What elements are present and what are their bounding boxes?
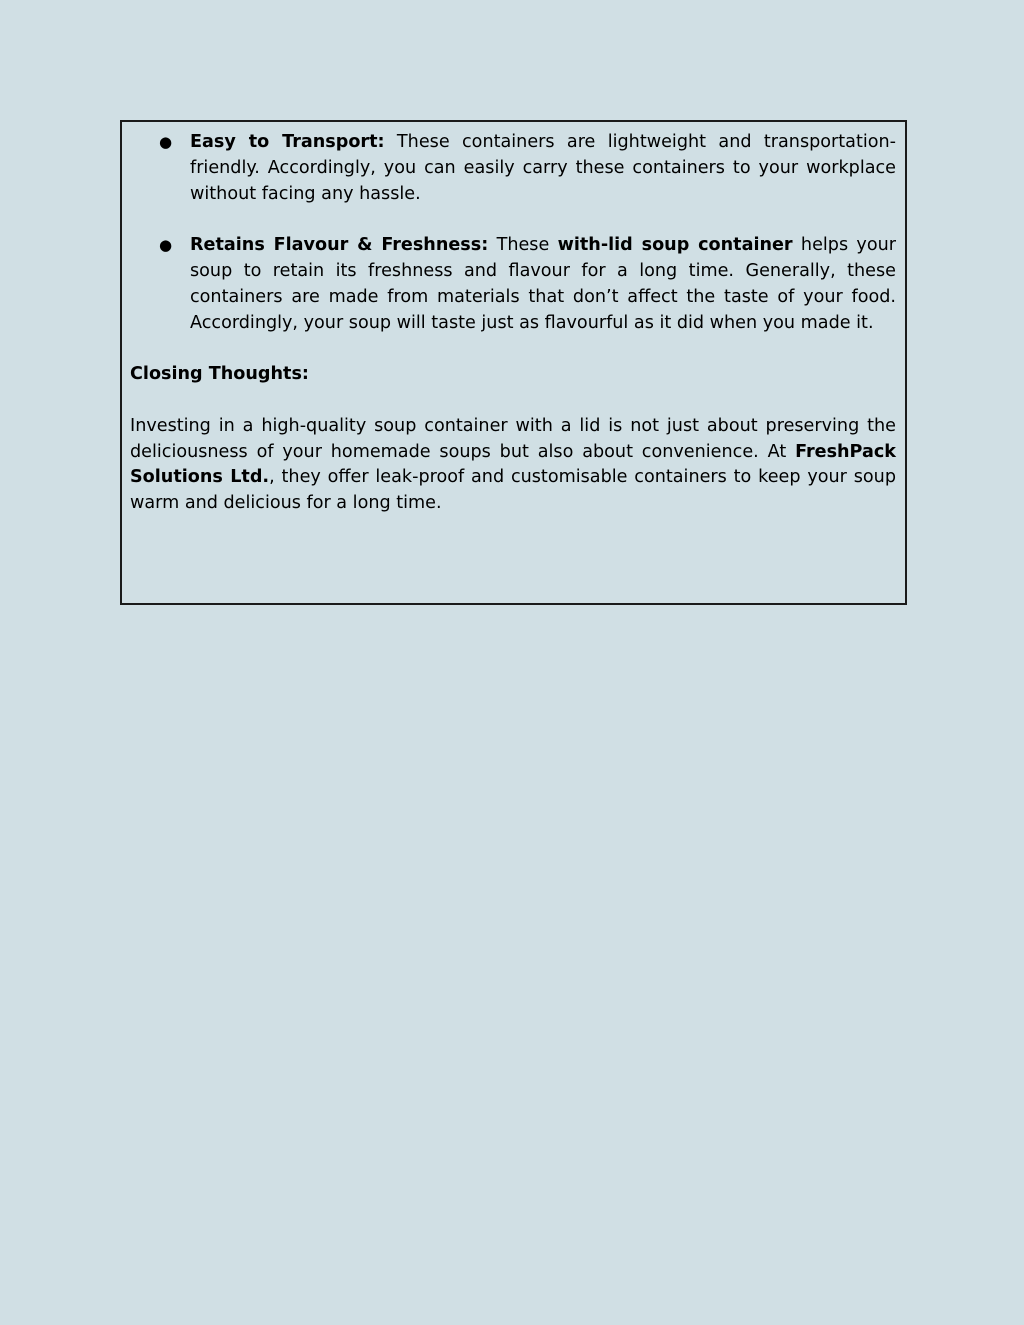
closing-text: Investing in a high-quality soup container with a lid is not just about preserving the deliciousness of your homemade soups but also about convenience. At: [130, 415, 896, 462]
list-item-title: Retains Flavour & Freshness:: [190, 235, 489, 256]
company-name: FreshPack Solutions Ltd.: [130, 441, 896, 488]
bullet-icon: ●: [159, 236, 173, 255]
closing-heading: Closing Thoughts:: [130, 364, 309, 385]
content-box: [120, 120, 907, 605]
list-item-text: helps your soup to retain its freshness and flavour for a long time. Generally, these containers are made from materials that don’t affect the taste of your food. Accordingly, your soup will taste just as flavourful as it did when you made it.: [190, 235, 896, 333]
benefits-list: [130, 130, 896, 336]
list-item-text: These containers are lightweight and transportation-friendly. Accordingly, you can easily carry these containers to your workplace without facing any hassle.: [190, 132, 897, 204]
list-item-easy-to-transport: [130, 130, 896, 207]
list-item-retains-flavour: [130, 233, 896, 336]
bullet-icon: ●: [159, 133, 173, 151]
closing-paragraph: [130, 414, 896, 517]
closing-text: , they offer leak-proof and customisable containers to keep your soup warm and delicious for a long time.: [130, 467, 896, 514]
list-item-text: These: [488, 235, 558, 256]
content-body: [130, 130, 896, 517]
list-item-title: Easy to Transport:: [190, 132, 385, 152]
bold-phrase: with-lid soup container: [557, 235, 793, 256]
